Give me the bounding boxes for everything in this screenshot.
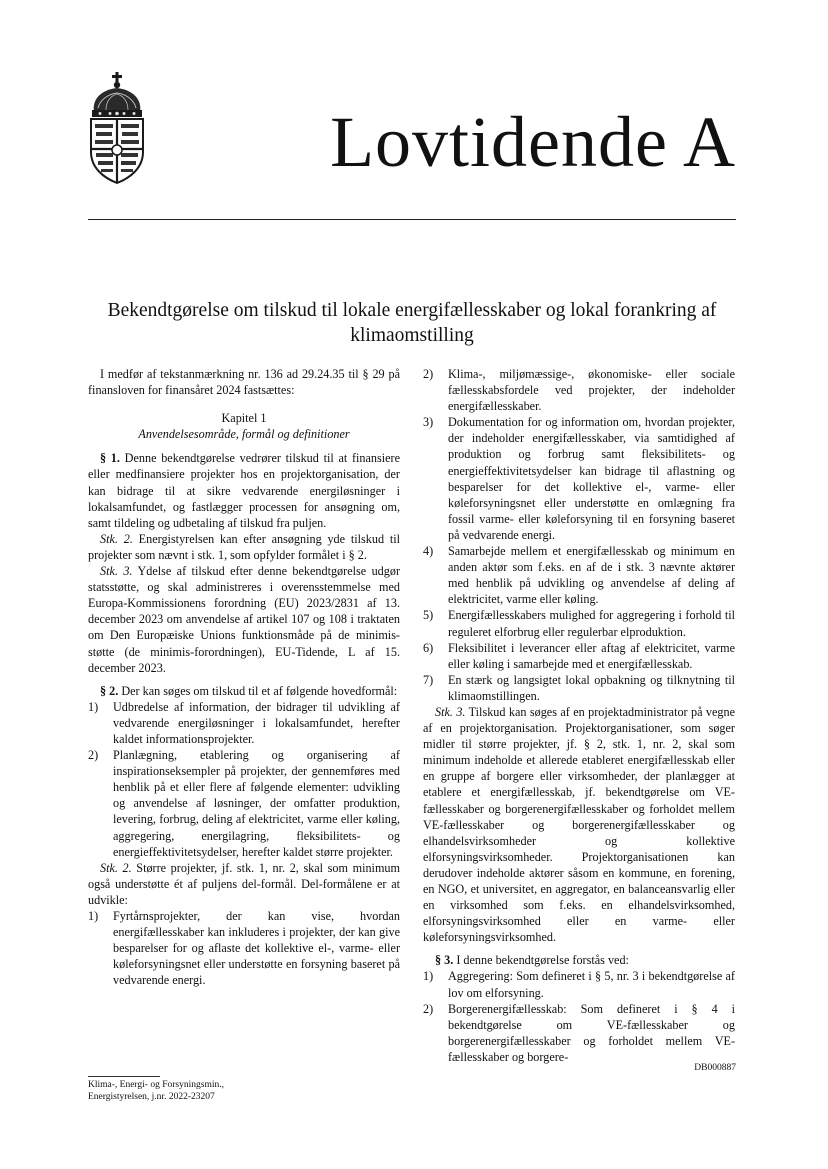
- footnote: [88, 1079, 224, 1103]
- list-item: [423, 968, 735, 1000]
- chapter-subtitle: Anvendelsesområde, formål og definitioner: [138, 427, 350, 442]
- section-1-stk-3: [88, 563, 400, 676]
- masthead-title: Lovtidende A: [330, 102, 736, 182]
- list-item: [423, 366, 735, 414]
- footnote-divider: [88, 1076, 160, 1077]
- right-column: [423, 366, 735, 1065]
- list-item-text: Fyrtårnsprojekter, der kan vise, hvordan energifællesskaber kan inkluderes i projekter, der kan give besparelser for og aflaste det kollektive el-, varme- eller køleforsyningsnet eller understøtte en forsyning baseret på vedvarende energi.: [113, 909, 400, 988]
- coat-of-arms-icon: [86, 72, 148, 184]
- stk-label: Stk. 3.: [100, 564, 133, 579]
- list-item-number: 7): [423, 672, 434, 687]
- list-item: [423, 414, 735, 543]
- list-item-text: Dokumentation for og information om, hvordan projekter, der indeholder energifællesskaber, via samtidighed af produktion og forbrug samt fleksibilitets- og energieffektivitetsydelser kan bidrage til aflastning og besparelser for det kollektive el-, varme- eller køleforsyningsnet eller understøtte en omlægning fra fossil varme- eller køleforsyning til en forsyning baseret på vedvarende energi.: [448, 415, 735, 542]
- list-item-number: 1): [423, 969, 434, 984]
- list-item-number: 2): [88, 748, 99, 763]
- section-3-label: § 3.: [435, 953, 454, 968]
- list-item-text: Planlægning, etablering og organisering af inspirationseksempler på projekter, der gennemføres med henblik på et eller flere af følgende elementer: udvikling og anvendelse af løsninger, der omfatter produktion, levering, forbrug, deling af elektricitet, varme eller køling, aggregering, energilagring, fleksibilitets- og energieffektivitetsydelser, herefter kaldet større projekter.: [113, 748, 400, 859]
- list-item-number: 5): [423, 608, 434, 623]
- chapter-title: Kapitel 1: [221, 411, 267, 426]
- section-2-text: Der kan søges om tilskud til et af følgende hovedformål:: [118, 683, 398, 698]
- document-title: Bekendtgørelse om tilskud til lokale energifællesskaber og lokal forankring af klimaomstilling: [107, 300, 717, 346]
- stk-3: [423, 704, 735, 945]
- list-item-text: Udbredelse af information, der bidrager til udvikling af vedvarende energiløsninger i lokalsamfundet, herefter kaldet informationsprojekter.: [113, 699, 400, 746]
- list-item-text: Aggregering: Som defineret i § 5, nr. 3 i bekendtgørelse af lov om elforsyning.: [448, 969, 735, 1000]
- list-item: [423, 672, 735, 704]
- list-item-text: Borgerenergifællesskab: Som defineret i § 4 i bekendtgørelse om VE-fællesskaber og borgerenergifællesskaber og forholdet mellem VE-fællesskaber og borgere-: [448, 1001, 735, 1064]
- list-item: [423, 1001, 735, 1065]
- stk-label: Stk. 2.: [100, 531, 133, 546]
- preamble: I medfør af tekstanmærkning nr. 136 ad 29.24.35 til § 29 på finansloven for finansåret 2024 fastsættes:: [88, 367, 400, 398]
- section-3: [423, 952, 735, 968]
- list-item-number: 2): [423, 367, 434, 381]
- list-item-number: 1): [88, 699, 99, 714]
- list-item: [423, 543, 735, 607]
- list-item-text: Fleksibilitet i leverancer eller aftag af elektricitet, varme eller køling i samarbejde med et energifællesskab.: [448, 640, 735, 671]
- list-item-text: Energifællesskabers mulighed for aggregering i forhold til reguleret elforbrug eller regulerbar elproduktion.: [448, 608, 735, 639]
- stk-text: Større projekter, jf. stk. 1, nr. 2, skal som minimum også understøtte ét af puljens del-formål. Del-formålene er at udvikle:: [88, 860, 401, 907]
- list-item-text: Klima-, miljømæssige-, økonomiske- eller sociale fællesskabsfordele ved projekter, der indeholder energifællesskaber.: [448, 367, 735, 414]
- footnote-line: Energistyrelsen, j.nr. 2022-23207: [88, 1092, 215, 1102]
- list-item: [88, 908, 400, 988]
- list-item: [423, 607, 735, 639]
- list-item-number: 2): [423, 1001, 434, 1016]
- list-item: [423, 640, 735, 672]
- list-item-number: 1): [88, 909, 99, 923]
- list-item-number: 4): [423, 544, 434, 559]
- masthead-divider: [88, 219, 736, 220]
- list-item: [88, 747, 400, 860]
- section-2: [88, 683, 400, 699]
- stk-text: Ydelse af tilskud efter denne bekendtgørelse udgør statsstøtte, og skal administreres i overensstemmelse med Europa-Kommissionens forordning (EU) 2023/2831 af 13. december 2023 om anvendelse af artikel 107 og 108 i traktaten om Den Europæiske Unions funktionsmåde på de minimis-støtte (de minimis-forordningen), EU-Tidende, L af 15. december 2023.: [88, 564, 400, 675]
- section-1-text: Denne bekendtgørelse vedrører tilskud til at finansiere eller medfinansiere projekter hos en projektorganisation, der kan bidrage til at sikre vedvarende energiløsninger i lokalsamfundet, og fastlægger processen for ansøgning om, samt tildeling og udbetaling af tilskud fra puljen.: [88, 451, 400, 530]
- list-item-text: Samarbejde mellem et energifællesskab og minimum en anden aktør som f.eks. en af de i stk. 3 nævnte aktører med henblik på udvikling og anvendelse af deling af elektricitet, varme eller køling.: [448, 544, 735, 607]
- section-1-stk-2: [88, 531, 400, 563]
- list-item-number: 6): [423, 640, 434, 655]
- section-2-label: § 2.: [100, 683, 119, 698]
- section-1: [88, 450, 400, 530]
- document-number: DB000887: [694, 1063, 736, 1073]
- left-column: [88, 366, 400, 988]
- stk-label: Stk. 2.: [100, 860, 132, 875]
- list-item-text: En stærk og langsigtet lokal opbakning og tilknytning til klimaomstillingen.: [448, 672, 735, 703]
- section-3-text: I denne bekendtgørelse forstås ved:: [453, 953, 629, 968]
- stk-text: Energistyrelsen kan efter ansøgning yde tilskud til projekter som nævnt i stk. 1, som opfylder formålet i § 2.: [88, 531, 400, 562]
- stk-text: Tilskud kan søges af en projektadministrator på vegne af en projektorganisation. Projektorganisationer, som søger midler til større projekter, jf. § 2, stk. 1, nr. 2, skal som minimum indeholde et allerede etableret energifællesskab eller en gruppe af borgere eller virksomheder, der planlægger at etablere et energifællesskab, jf. bekendtgørelse om VE-fællesskaber og borgerenergifællesskaber og forholdet mellem VE-fællesskaber og borgerenergifællesskaber og elhandelsvirksomheder og kollektive elforsyningsvirksomheder. Projektorganisationen kan derudover indeholde aktører såsom en kommune, en forening, en NGO, et universitet, en aggregator, en balanceansvarlig eller en virksomhed som f.eks. en elhandelsvirksomhed, elforsyningsvirksomhed eller en varme- eller køleforsyningsvirksomhed.: [423, 704, 736, 945]
- section-2-stk-2: [88, 860, 400, 908]
- section-1-label: § 1.: [100, 451, 120, 466]
- footnote-line: Klima-, Energi- og Forsyningsmin.,: [88, 1080, 224, 1090]
- stk-label: Stk. 3.: [435, 704, 466, 719]
- list-item: [88, 699, 400, 747]
- list-item-number: 3): [423, 415, 434, 430]
